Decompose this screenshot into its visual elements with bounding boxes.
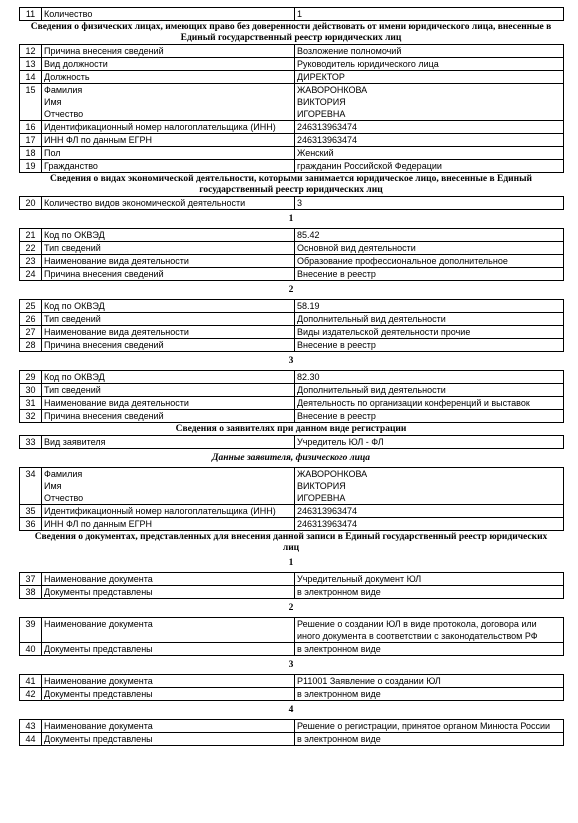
field-label: Документы представлены (42, 688, 295, 701)
row-number: 25 (20, 300, 42, 313)
row-number: 20 (20, 197, 42, 210)
item-number-heading: 2 (288, 285, 294, 295)
section-heading: Сведения о документах, представленных для внесения данной записи в Единый государственный реестр юридических лиц (34, 532, 548, 553)
row-number: 15 (20, 84, 42, 121)
row-number: 16 (20, 121, 42, 134)
record-table (19, 674, 564, 701)
field-value: Решение о регистрации, принятое органом Минюста России (295, 720, 564, 733)
row-number: 17 (20, 134, 42, 147)
row-number: 34 (20, 468, 42, 505)
field-label: Гражданство (42, 160, 295, 173)
table-row (20, 518, 564, 531)
field-value: гражданин Российской Федерации (295, 160, 564, 173)
row-number: 37 (20, 573, 42, 586)
field-value: Внесение в реестр (295, 339, 564, 352)
item-number-heading: 3 (288, 356, 294, 366)
table-row (20, 45, 564, 58)
field-value: 246313963474 (295, 134, 564, 147)
field-value: ЖАВОРОНКОВА ВИКТОРИЯ ИГОРЕВНА (295, 84, 564, 121)
field-value: Руководитель юридического лица (295, 58, 564, 71)
record-table (19, 435, 564, 449)
field-label: Наименование вида деятельности (42, 397, 295, 410)
field-value: Образование профессиональное дополнительное (295, 255, 564, 268)
table-row (20, 268, 564, 281)
field-label: Идентификационный номер налогоплательщика (ИНН) (42, 121, 295, 134)
row-number: 26 (20, 313, 42, 326)
field-label: Наименование вида деятельности (42, 255, 295, 268)
row-number: 40 (20, 643, 42, 656)
field-value: ЖАВОРОНКОВА ВИКТОРИЯ ИГОРЕВНА (295, 468, 564, 505)
field-value: ДИРЕКТОР (295, 71, 564, 84)
field-label: Должность (42, 71, 295, 84)
table-row (20, 384, 564, 397)
table-row (20, 242, 564, 255)
row-number: 39 (20, 618, 42, 643)
field-value: в электронном виде (295, 586, 564, 599)
row-number: 19 (20, 160, 42, 173)
table-row (20, 121, 564, 134)
field-value: в электронном виде (295, 688, 564, 701)
row-number: 33 (20, 436, 42, 449)
field-value: 246313963474 (295, 518, 564, 531)
row-number: 30 (20, 384, 42, 397)
section-heading: Сведения о заявителях при данном виде регистрации (175, 424, 407, 434)
field-label: Причина внесения сведений (42, 268, 295, 281)
field-label: Код по ОКВЭД (42, 371, 295, 384)
table-row (20, 300, 564, 313)
record-table (19, 370, 564, 423)
row-number: 35 (20, 505, 42, 518)
field-value: Дополнительный вид деятельности (295, 384, 564, 397)
row-number: 13 (20, 58, 42, 71)
item-number-heading: 1 (288, 558, 294, 568)
field-label: Причина внесения сведений (42, 339, 295, 352)
row-number: 31 (20, 397, 42, 410)
field-value: 1 (295, 8, 564, 21)
field-label: Наименование вида деятельности (42, 326, 295, 339)
table-row (20, 436, 564, 449)
table-row (20, 160, 564, 173)
field-value: Учредительный документ ЮЛ (295, 573, 564, 586)
row-number: 22 (20, 242, 42, 255)
row-number: 42 (20, 688, 42, 701)
table-row (20, 84, 564, 121)
field-value: Внесение в реестр (295, 268, 564, 281)
field-value: 246313963474 (295, 121, 564, 134)
row-number: 41 (20, 675, 42, 688)
field-value: Виды издательской деятельности прочие (295, 326, 564, 339)
table-row (20, 71, 564, 84)
row-number: 28 (20, 339, 42, 352)
row-number: 11 (20, 8, 42, 21)
item-number-heading: 4 (288, 705, 294, 715)
row-number: 29 (20, 371, 42, 384)
field-label: Наименование документа (42, 675, 295, 688)
item-number-heading: 3 (288, 660, 294, 670)
table-row (20, 8, 564, 21)
table-row (20, 255, 564, 268)
item-number-heading: 2 (288, 603, 294, 613)
record-table (19, 719, 564, 746)
table-row (20, 733, 564, 746)
table-row (20, 410, 564, 423)
table-row (20, 134, 564, 147)
field-label: Наименование документа (42, 720, 295, 733)
row-number: 32 (20, 410, 42, 423)
table-row (20, 675, 564, 688)
field-label: Документы представлены (42, 586, 295, 599)
table-row (20, 229, 564, 242)
table-row (20, 720, 564, 733)
field-label: Документы представлены (42, 733, 295, 746)
field-label: Количество видов экономической деятельности (42, 197, 295, 210)
record-table (19, 228, 564, 281)
record-table (19, 617, 564, 656)
field-label: Тип сведений (42, 242, 295, 255)
field-value: 85.42 (295, 229, 564, 242)
field-label: ИНН ФЛ по данным ЕГРН (42, 518, 295, 531)
table-row (20, 643, 564, 656)
record-table (19, 7, 564, 21)
row-number: 24 (20, 268, 42, 281)
field-value: Учредитель ЮЛ - ФЛ (295, 436, 564, 449)
field-value: Основной вид деятельности (295, 242, 564, 255)
table-row (20, 468, 564, 505)
table-row (20, 339, 564, 352)
field-label: Код по ОКВЭД (42, 300, 295, 313)
table-row (20, 147, 564, 160)
field-label: Наименование документа (42, 573, 295, 586)
field-value: Деятельность по организации конференций и выставок (295, 397, 564, 410)
section-heading: Сведения о видах экономической деятельности, которыми занимается юридическое лицо, внесенные в Единый государственный реестр юридических лиц (49, 174, 533, 195)
field-value: в электронном виде (295, 733, 564, 746)
egrul-extract-document (19, 7, 563, 746)
field-value: Дополнительный вид деятельности (295, 313, 564, 326)
field-label: Документы представлены (42, 643, 295, 656)
field-value: Решение о создании ЮЛ в виде протокола, договора или иного документа в соответствии с законодательством РФ (295, 618, 564, 643)
row-number: 23 (20, 255, 42, 268)
row-number: 38 (20, 586, 42, 599)
field-label: Тип сведений (42, 384, 295, 397)
section-heading: Сведения о физических лицах, имеющих право без доверенности действовать от имени юридического лица, внесенные в Единый государственный реестр юридических лиц (30, 22, 552, 43)
field-label: Код по ОКВЭД (42, 229, 295, 242)
field-label: Идентификационный номер налогоплательщика (ИНН) (42, 505, 295, 518)
row-number: 12 (20, 45, 42, 58)
row-number: 18 (20, 147, 42, 160)
field-value: Внесение в реестр (295, 410, 564, 423)
field-label: Вид заявителя (42, 436, 295, 449)
table-row (20, 58, 564, 71)
table-row (20, 573, 564, 586)
record-table (19, 299, 564, 352)
field-value: Возложение полномочий (295, 45, 564, 58)
field-value: Р11001 Заявление о создании ЮЛ (295, 675, 564, 688)
field-label: Фамилия Имя Отчество (42, 468, 295, 505)
field-value: 246313963474 (295, 505, 564, 518)
table-row (20, 197, 564, 210)
field-value: в электронном виде (295, 643, 564, 656)
table-row (20, 688, 564, 701)
field-label: Вид должности (42, 58, 295, 71)
field-value: Женский (295, 147, 564, 160)
field-label: Причина внесения сведений (42, 410, 295, 423)
field-label: Фамилия Имя Отчество (42, 84, 295, 121)
table-row (20, 326, 564, 339)
record-table (19, 44, 564, 173)
table-row (20, 586, 564, 599)
item-number-heading: 1 (288, 214, 294, 224)
field-value: 3 (295, 197, 564, 210)
field-label: Наименование документа (42, 618, 295, 643)
table-row (20, 618, 564, 643)
field-value: 58.19 (295, 300, 564, 313)
record-table (19, 196, 564, 210)
field-label: Пол (42, 147, 295, 160)
field-label: Количество (42, 8, 295, 21)
field-label: Тип сведений (42, 313, 295, 326)
table-row (20, 371, 564, 384)
row-number: 36 (20, 518, 42, 531)
record-table (19, 572, 564, 599)
subsection-heading: Данные заявителя, физического лица (211, 453, 370, 463)
table-row (20, 505, 564, 518)
row-number: 44 (20, 733, 42, 746)
table-row (20, 397, 564, 410)
table-row (20, 313, 564, 326)
field-value: 82.30 (295, 371, 564, 384)
row-number: 21 (20, 229, 42, 242)
field-label: Причина внесения сведений (42, 45, 295, 58)
row-number: 14 (20, 71, 42, 84)
row-number: 43 (20, 720, 42, 733)
field-label: ИНН ФЛ по данным ЕГРН (42, 134, 295, 147)
row-number: 27 (20, 326, 42, 339)
record-table (19, 467, 564, 531)
